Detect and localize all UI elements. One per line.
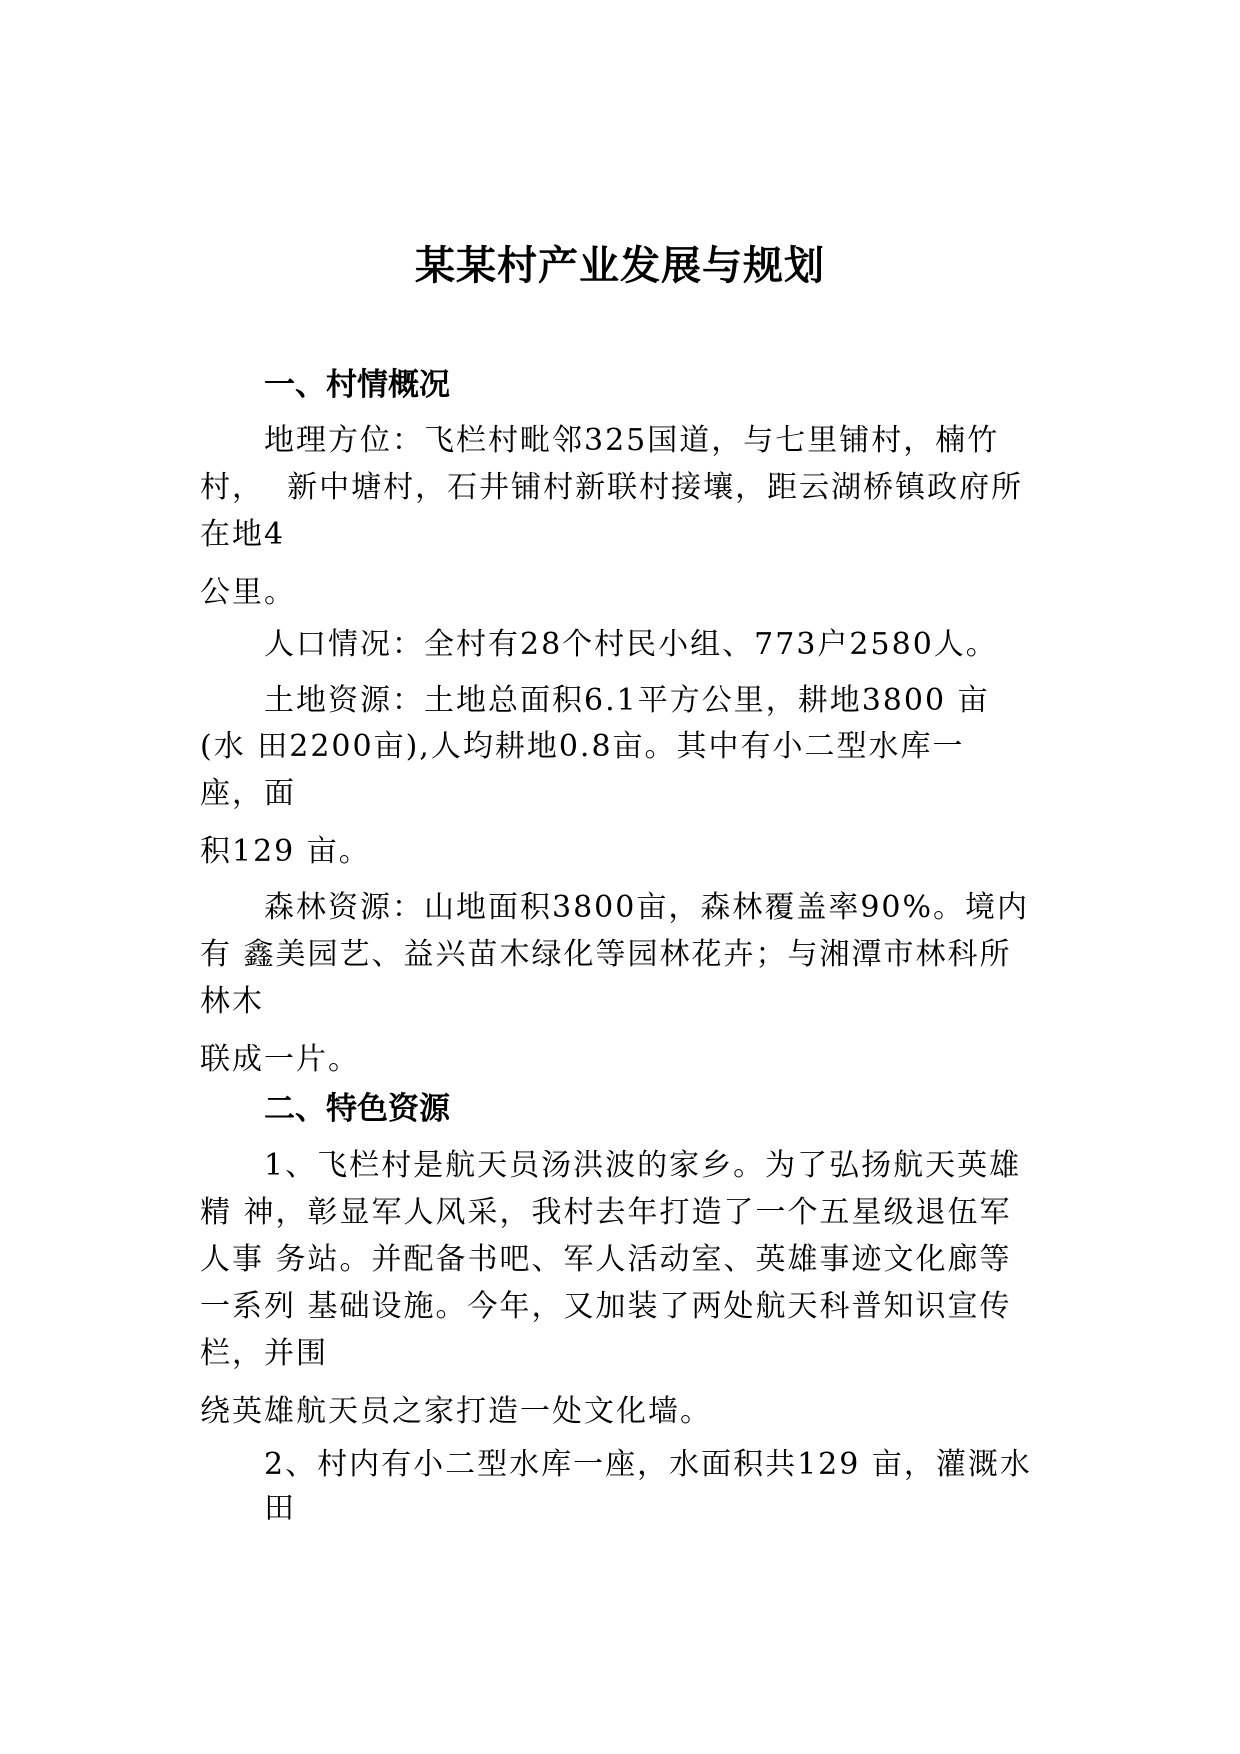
section-heading-village-overview: 一、村情概况 [264, 367, 450, 403]
paragraph-line: 公里。 [200, 575, 296, 610]
document-title: 某某村产业发展与规划 [415, 243, 825, 289]
paragraph-line: 地理方位：飞栏村毗邻325国道，与七里铺村，楠竹 [264, 423, 1000, 458]
paragraph-line: 栏，并围 [200, 1336, 328, 1371]
paragraph-line: 联成一片。 [200, 1042, 360, 1077]
paragraph-line: 人口情况：全村有28个村民小组、773户2580人。 [264, 627, 998, 662]
paragraph-line: 在地4 [200, 517, 286, 552]
paragraph-line: 一系列 基础设施。今年，又加装了两处航天科普知识宣传 [200, 1289, 1012, 1324]
paragraph-line: 土地资源：土地总面积6.1平方公里，耕地3800 亩 [264, 683, 990, 718]
paragraph-line: 人事 务站。并配备书吧、军人活动室、英雄事迹文化廊等 [200, 1242, 1012, 1277]
paragraph-line: 林木 [200, 984, 264, 1019]
paragraph-line: 2、村内有小二型水库一座，水面积共129 亩，灌溉水 [264, 1447, 1032, 1482]
paragraph-line: (水 田2200亩),人均耕地0.8亩。其中有小二型水库一 [200, 729, 965, 764]
paragraph-line: 绕英雄航天员之家打造一处文化墙。 [200, 1394, 712, 1429]
paragraph-line: 森林资源：山地面积3800亩，森林覆盖率90%。境内 [264, 890, 1030, 925]
paragraph-line: 田 [264, 1491, 296, 1526]
paragraph-line: 积129 亩。 [200, 834, 371, 869]
paragraph-line: 精 神，彰显军人风采，我村去年打造了一个五星级退伍军 [200, 1195, 1012, 1230]
paragraph-line: 1、飞栏村是航天员汤洪波的家乡。为了弘扬航天英雄 [264, 1148, 1022, 1183]
paragraph-line: 村， 新中塘村，石井铺村新联村接壤，距云湖桥镇政府所 [200, 470, 1024, 505]
section-heading-special-resources: 二、特色资源 [264, 1091, 450, 1127]
paragraph-line: 座，面 [200, 776, 296, 811]
paragraph-line: 有 鑫美园艺、益兴苗木绿化等园林花卉；与湘潭市林科所 [200, 937, 1012, 972]
